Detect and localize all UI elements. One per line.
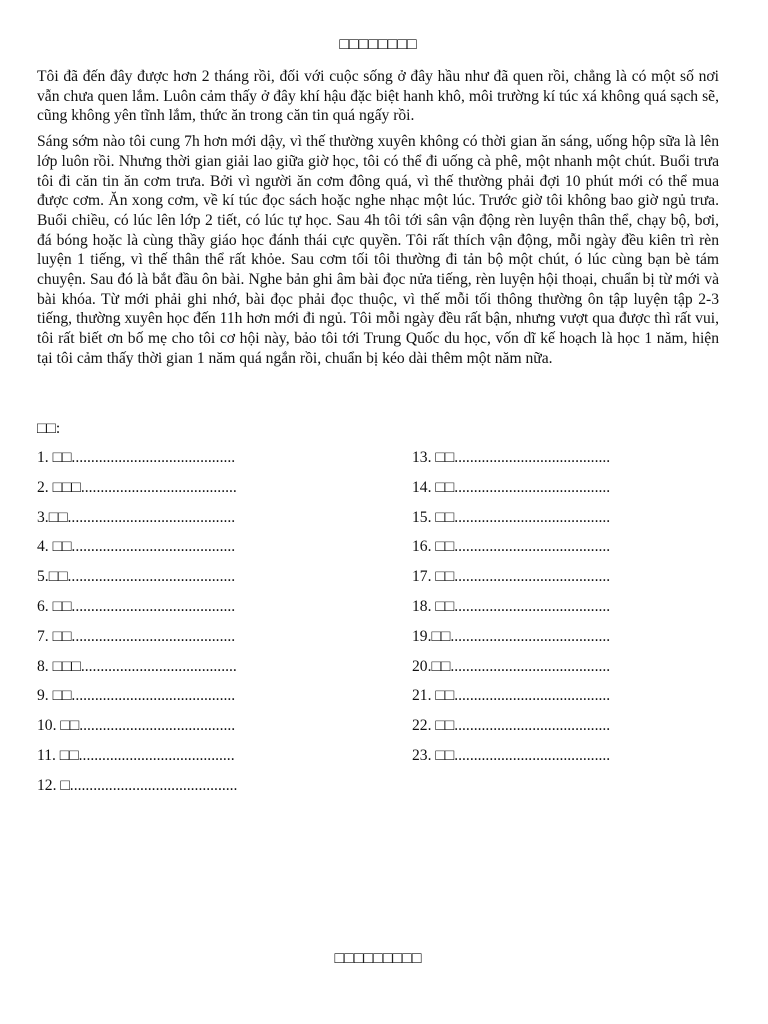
vocabulary-item: 23. □□........................................ [412, 746, 611, 764]
page-title: □□□□□□□□ [339, 36, 417, 53]
page-footer: □□□□□□□□□ [334, 950, 422, 967]
vocabulary-item: 11. □□........................................ [37, 746, 235, 764]
vocabulary-item: 9. □□.......................................... [37, 687, 236, 705]
vocabulary-item: 22. □□........................................ [412, 717, 611, 735]
vocabulary-item: 20.□□......................................... [412, 657, 611, 675]
vocabulary-list-right [412, 449, 610, 777]
vocabulary-item: 1. □□.......................................... [37, 449, 236, 466]
vocabulary-item: 21. □□........................................ [412, 687, 611, 705]
vocabulary-item: 16. □□........................................ [412, 538, 611, 556]
vocabulary-item: 12. □........................................... [37, 776, 238, 794]
passage-paragraph: Sáng sớm nào tôi cung 7h hơn mới dậy, vì thế thường xuyên không có thời gian ăn sáng, uống hộp sữa là lên lớp luôn rồi. Nhưng thời gian giải lao giữa giờ học, tôi có thể đi uống cà phê, một nhanh một chút. Buổi trưa tôi đi căn tin ăn cơm trưa. Bởi vì người ăn cơm đông quá, vì thế thường phải đợi 10 phút mới có thể mua được cơm. Ăn xong cơm, về kí túc đọc sách hoặc nghe nhạc một lúc. Trước giờ tôi không bao giờ ngủ trưa. Buổi chiều, có lúc lên lớp 2 tiết, có lúc tự học. Sau 4h tôi tới sân vận động rèn luyện thân thể, chạy bộ, bơi, đá bóng hoặc là cùng thầy giáo học đánh thái cực quyền. Tôi rất thích vận động, mỗi ngày đều kiên trì rèn luyện 1 tiếng, vì thế thân thể rất khỏe. Sau cơm tối tôi thường đi tản bộ một chút, ó lúc cùng bạn bè tám chuyện. Sau đó là bắt đầu ôn bài. Nghe bản ghi âm bài đọc nửa tiếng, rèn luyện hội thoại, chuẩn bị từ mới và bài khóa. Từ mới phải ghi nhớ, bài đọc phải đọc thuộc, vì thế mỗi tối thông thường ôn tập luyện tập 2-3 tiếng, thường xuyên học đến 11h hơn mới đi ngủ. Tôi mỗi ngày đều rất bận, nhưng vượt qua được thì rất vui, tôi rất biết ơn bố mẹ cho tôi cơ hội này, bảo tôi tới Trung Quốc du học, vốn dĩ kế hoạch là học 1 năm, hiện tại tôi cảm thấy thời gian 1 năm quá ngắn rồi, chuẩn bị kéo dài thêm một năm nữa. [37, 133, 719, 367]
vocabulary-item: 3.□□........................................... [37, 508, 236, 526]
vocabulary-item: 17. □□........................................ [412, 568, 611, 586]
vocabulary-item: 13. □□........................................ [412, 449, 611, 466]
vocabulary-item: 15. □□........................................ [412, 508, 611, 526]
vocabulary-heading: □□: [37, 420, 61, 437]
vocabulary-item: 14. □□........................................ [412, 478, 611, 496]
reading-passage [37, 67, 719, 375]
vocabulary-item: 5.□□........................................... [37, 568, 236, 586]
vocabulary-item: 2. □□□........................................ [37, 478, 237, 496]
vocabulary-item: 19.□□......................................... [412, 627, 611, 645]
passage-paragraph: Tôi đã đến đây được hơn 2 tháng rồi, đối với cuộc sống ở đây hầu như đã quen rồi, chẳng là có một số nơi vẫn chưa quen lắm. Luôn cảm thấy ở đây khí hậu đặc biệt hanh khô, môi trường kí túc xá không quá sạch sẽ, cũng không yên tĩnh lắm, thức ăn trong căn tin quá ngấy rồi. [37, 68, 719, 125]
vocabulary-item: 4. □□.......................................... [37, 538, 236, 556]
vocabulary-item: 7. □□.......................................... [37, 627, 236, 645]
vocabulary-item: 18. □□........................................ [412, 597, 611, 615]
vocabulary-item: 6. □□.......................................... [37, 597, 236, 615]
vocabulary-item: 10. □□........................................ [37, 717, 236, 735]
vocabulary-item: 8. □□□........................................ [37, 657, 237, 675]
vocabulary-list-left [37, 449, 237, 807]
